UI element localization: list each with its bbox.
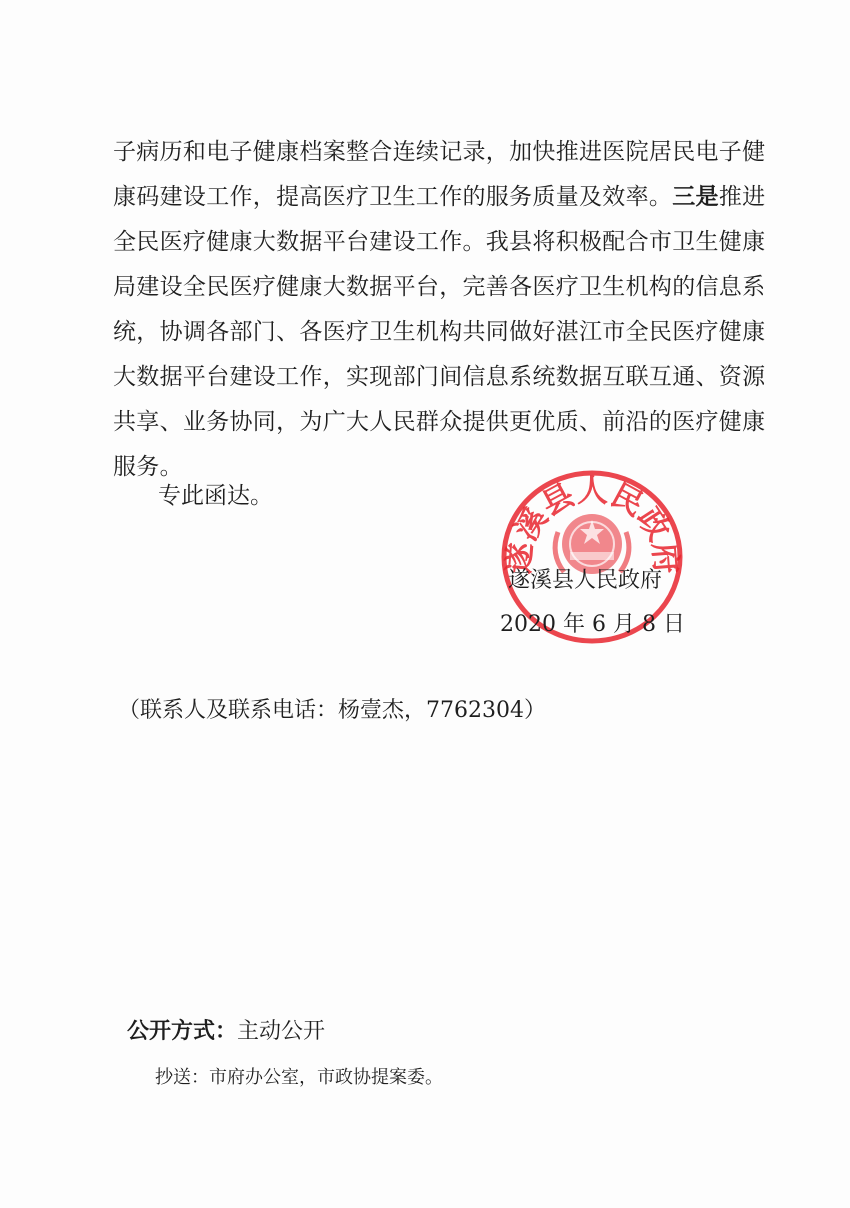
body-line-6: 大数据平台建设工作，实现部门间信息系统数据互联互通、资源 xyxy=(113,364,766,390)
body-line-8: 服务。 xyxy=(113,454,183,480)
signer-name: 遂溪县人民政府 xyxy=(508,568,663,593)
body-line-7: 共享、业务协同，为广大人民群众提供更优质、前沿的医疗健康 xyxy=(113,409,766,435)
body-line-4: 局建设全民医疗健康大数据平台，完善各医疗卫生机构的信息系 xyxy=(113,274,766,300)
body-line-2-text: 康码建设工作，提高医疗卫生工作的服务质量及效率。 xyxy=(113,184,673,210)
disclosure-value: 主动公开 xyxy=(237,1019,326,1044)
issue-date: 2020 年 6 月 8 日 xyxy=(500,612,685,637)
body-line-1: 子病历和电子健康档案整合连续记录，加快推进医院居民电子健 xyxy=(113,139,766,165)
closing-remark: 专此函达。 xyxy=(158,483,273,509)
svg-text:遂溪县人民政府: 遂溪县人民政府 xyxy=(501,473,684,576)
body-line-2-tail: 推进 xyxy=(718,184,766,210)
bold-phrase: 三是 xyxy=(672,184,719,210)
body-line-3: 全民医疗健康大数据平台建设工作。我县将积极配合市卫生健康 xyxy=(113,229,766,255)
disclosure-method xyxy=(127,1012,325,1052)
body-line-5: 统，协调各部门、各医疗卫生机构共同做好湛江市全民医疗健康 xyxy=(113,319,766,345)
disclosure-label: 公开方式： xyxy=(127,1019,238,1044)
cc-recipients: 抄送：市府办公室，市政协提案委。 xyxy=(155,1067,443,1088)
body-line-2 xyxy=(113,175,766,220)
letter-body xyxy=(113,130,766,490)
contact-info: （联系人及联系电话：杨壹杰，7762304） xyxy=(118,698,546,723)
